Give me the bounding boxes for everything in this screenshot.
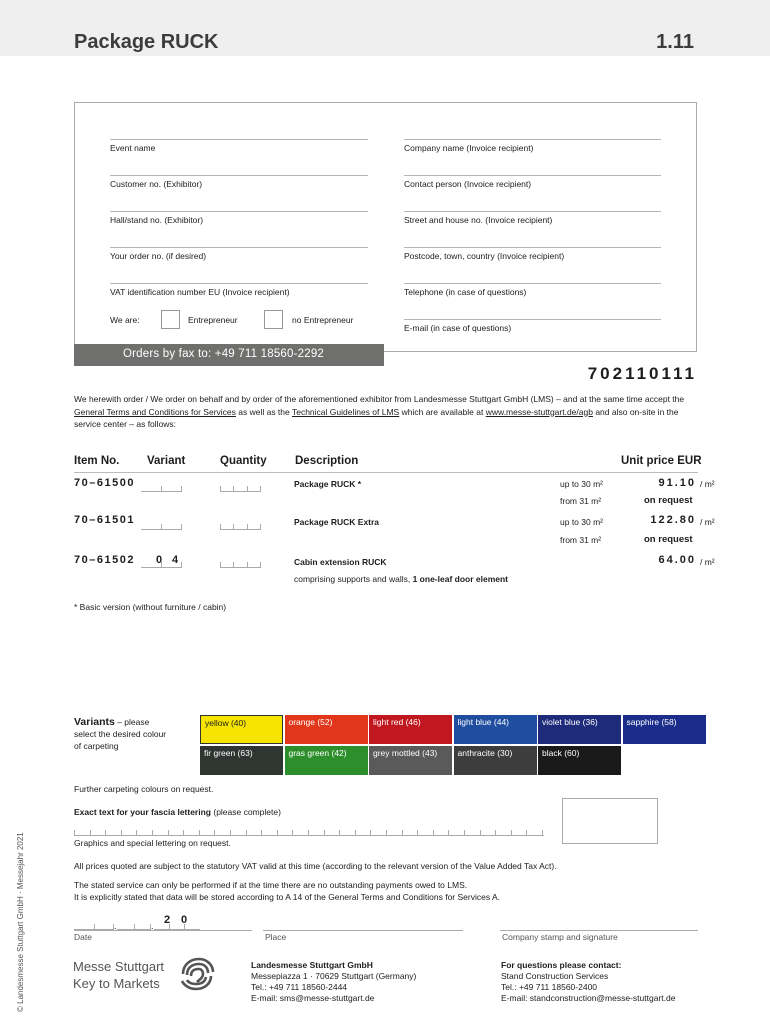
intro-part: which are available at [399,406,486,417]
tier-label: from 31 m² [560,496,602,506]
price-unit: / m² [700,479,715,489]
place-line[interactable] [263,930,463,931]
quantity-input[interactable] [220,482,261,492]
field-label: E-mail (in case of questions) [404,323,512,333]
intro-part: We herewith order / We order on behalf and by order of the aforementioned exhibitor from Landesmesse Stuttgart GmbH (LMS) – and at the same time accept the [74,394,685,404]
we-are-label: We are: [110,315,140,325]
item-number: 70–61500 [74,477,135,489]
col-item-no: Item No. [74,455,120,467]
logo-line: Messe Stuttgart [73,959,165,974]
contact-line: Stand Construction Services [501,971,609,981]
logo-line: Key to Markets [73,976,160,991]
divider [74,472,698,473]
colour-swatch[interactable]: black (60) [538,746,621,775]
graphics-note: Graphics and special lettering on request. [74,838,231,848]
address-line: E-mail: sms@messe-stuttgart.de [251,993,375,1003]
variant-digit: 0 [156,554,163,566]
hall-stand-field[interactable] [110,211,368,227]
fascia-heading [74,807,281,817]
field-label: Postcode, town, country (Invoice recipient) [404,251,565,261]
order-number: 702110111 [587,364,697,383]
stamp-line[interactable] [500,930,698,931]
contact-line: Tel.: +49 711 18560-2400 [501,982,598,992]
tier-label: up to 30 m² [560,517,603,527]
col-description: Description [295,455,359,467]
price-unit: / m² [700,557,715,567]
variant-input[interactable] [141,482,182,492]
page-title: Package RUCK [74,31,219,53]
field-label: Your order no. (if desired) [110,251,207,261]
sub-text-bold: 1 one-leaf door element [412,574,509,584]
messe-logo-text [73,958,164,992]
item-description: Package RUCK * [294,479,362,489]
intro-part: as well as the [235,406,292,417]
date-month-input[interactable] [117,920,151,930]
address-line: Tel.: +49 711 18560-2444 [251,982,348,992]
colour-swatch[interactable]: light red (46) [369,715,452,744]
company-name-field[interactable] [404,139,661,155]
fascia-title: Exact text for your fascia lettering [74,807,211,817]
website-link[interactable]: www.messe-stuttgart.de/agb [485,406,593,417]
fascia-hint: (please complete) [211,807,281,817]
order-no-field[interactable] [110,247,368,263]
footnote: * Basic version (without furniture / cabin) [74,602,227,612]
data-note: It is explicitly stated that data will be stored according to A 14 of the General Terms and Conditions for Services A. [74,892,501,902]
variants-heading [74,716,166,752]
item-number: 70–61501 [74,514,135,526]
variants-note: select the desired colour [74,729,167,739]
event-name-field[interactable] [110,139,368,155]
guidelines-link[interactable]: Technical Guidelines of LMS [291,406,400,417]
no-entrepreneur-checkbox[interactable] [264,310,283,329]
page-number: 1.11 [656,31,694,53]
date-day-input[interactable] [74,920,114,930]
col-unit-price: Unit price EUR [621,455,702,467]
on-request-label: on request [644,495,693,506]
contact-line: For questions please contact: [501,960,622,970]
service-note: The stated service can only be performed if at the time there are no outstanding payments owed to LMS. [74,880,468,890]
field-label: Telephone (in case of questions) [404,287,527,297]
no-entrepreneur-label: no Entrepreneur [292,315,354,325]
vat-id-field[interactable] [110,283,368,299]
field-label: Customer no. (Exhibitor) [110,179,203,189]
date-year-input[interactable] [154,920,200,930]
field-label: VAT identification number EU (Invoice recipient) [110,287,290,297]
price-unit: / m² [700,517,715,527]
page-header [0,0,770,56]
lms-address [251,960,416,1004]
col-variant: Variant [147,455,186,467]
messe-logo-icon [177,956,217,992]
stamp-label: Company stamp and signature [502,932,618,942]
variant-input[interactable] [141,520,182,530]
date-label: Date [74,932,92,942]
field-label: Street and house no. (Invoice recipient) [404,215,553,225]
entrepreneur-label: Entrepreneur [188,315,238,325]
colour-swatch[interactable]: yellow (40) [200,715,283,744]
date-line [74,930,252,931]
field-label: Hall/stand no. (Exhibitor) [110,215,204,225]
address-line: Messepiazza 1 · 70629 Stuttgart (Germany) [251,971,417,981]
unit-price: 91.10 [658,477,696,489]
tier-label: up to 30 m² [560,479,603,489]
quantity-input[interactable] [220,558,261,568]
further-colours-note: Further carpeting colours on request. [74,784,214,794]
date-separator: . [151,921,154,931]
item-description: Package RUCK Extra [294,517,380,527]
unit-price: 64.00 [658,554,696,566]
tier-label: from 31 m² [560,535,602,545]
fascia-preview-box [562,798,658,844]
quantity-input[interactable] [220,520,261,530]
field-label: Company name (Invoice recipient) [404,143,534,153]
colour-swatch[interactable]: gras green (42) [285,746,368,775]
item-number: 70–61502 [74,554,135,566]
terms-link[interactable]: General Terms and Conditions for Services [74,406,236,417]
telephone-field[interactable] [404,283,661,299]
postcode-field[interactable] [404,247,661,263]
field-label: Event name [110,143,156,153]
colour-swatch[interactable]: fir green (63) [200,746,283,775]
contact-person-field[interactable] [404,175,661,191]
entrepreneur-checkbox[interactable] [161,310,180,329]
colour-swatch[interactable]: violet blue (36) [538,715,621,744]
intro-text [74,393,696,431]
field-label: Contact person (Invoice recipient) [404,179,532,189]
col-quantity: Quantity [220,455,267,467]
contact-address [501,960,675,1004]
contact-line: E-mail: standconstruction@messe-stuttgart.de [501,993,676,1003]
date-separator: . [114,921,117,931]
sub-text: comprising supports and walls, [294,574,413,584]
colour-swatch[interactable]: sapphire (58) [623,715,706,744]
item-description: Cabin extension RUCK [294,557,387,567]
item-sub-description [294,574,508,584]
customer-no-field[interactable] [110,175,368,191]
fascia-text-input[interactable] [74,826,544,836]
year-digit: 2 [164,914,171,926]
colour-swatch[interactable]: orange (52) [285,715,368,744]
address-line: Landesmesse Stuttgart GmbH [251,960,373,970]
year-digit: 0 [181,914,188,926]
colour-swatch[interactable]: light blue (44) [454,715,537,744]
variants-subtitle: – please [114,717,150,727]
copyright-side-text: © Landesmesse Stuttgart GmbH · Messejahr 2021 [16,832,25,1012]
vat-note: All prices quoted are subject to the statutory VAT valid at this time (according to the relevant version of the Value Added Tax Act). [74,861,557,871]
variants-note: of carpeting [74,741,119,751]
variant-digit: 4 [172,554,179,566]
unit-price: 122.80 [650,514,696,526]
fax-banner: Orders by fax to: +49 711 18560-2292 [74,344,384,366]
colour-swatch[interactable]: grey mottled (43) [369,746,452,775]
on-request-label: on request [644,534,693,545]
street-field[interactable] [404,211,661,227]
colour-swatch[interactable]: anthracite (30) [454,746,537,775]
email-field[interactable] [404,319,661,335]
variants-title: Variants [74,716,115,728]
customer-form [74,102,697,352]
intro-part: and also on-site in the service center – as follows: [74,406,679,429]
place-label: Place [265,932,287,942]
